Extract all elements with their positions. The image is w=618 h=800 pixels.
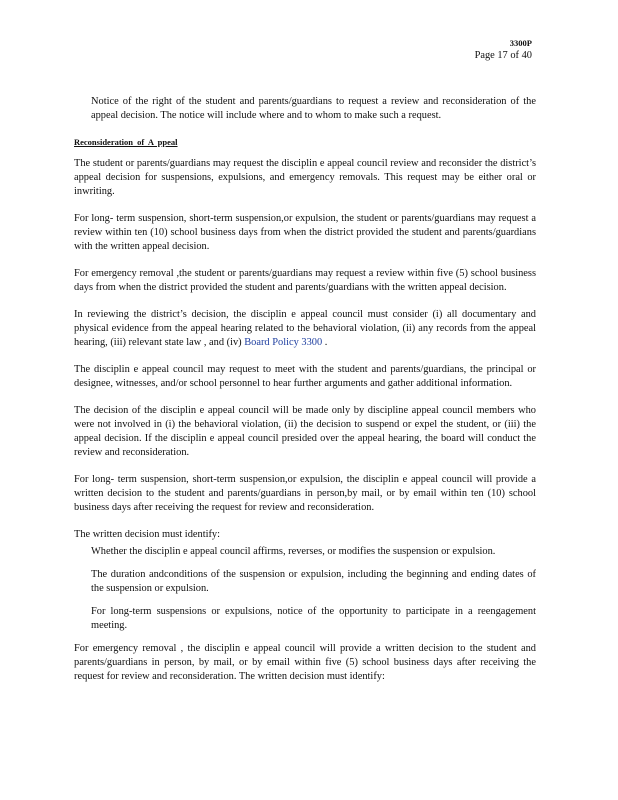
policy-code: 3300P [509,38,532,48]
list-item-text: The duration andconditions of the suspension or expulsion, including the beginning and ending dates of the suspension or expulsion. [91,569,536,594]
paragraph-text: . [322,337,328,348]
paragraph: The student or parents/guardians may request the disciplin e appeal council review and reconsider the district’s appeal decision for suspensions, expulsions, and emergency removals. This request may be either oral or inwriting. [74,158,536,197]
document-body [74,95,536,697]
list-item-text: For long-term suspensions or expulsions, notice of the opportunity to participate in a reengagement meeting. [91,606,536,631]
board-policy-link[interactable]: Board Policy 3300 [244,337,323,348]
paragraph: For long- term suspension, short-term suspension,or expulsion, the disciplin e appeal council will provide a written decision to the student and parents/guardians in person,by mail, or by email within ten (10) school business days after receiving the request for review and reconsideration. [74,474,536,513]
paragraph: The written decision must identify: [74,529,221,540]
page-number: Page 17 of 40 [474,50,532,61]
list-item [74,605,536,633]
paragraph: For emergency removal , the disciplin e appeal council will provide a written decision to the student and parents/guardians in person, by mail, or by email within five (5) school business days after receiving the request for review and reconsideration. The written decision must identify: [74,643,536,682]
paragraph: The disciplin e appeal council may request to meet with the student and parents/guardians, the principal or designee, witnesses, and/or school personnel to hear further arguments and gather additional information. [74,364,536,389]
list-item-text: Whether the disciplin e appeal council affirms, reverses, or modifies the suspension or expulsion. [91,546,496,557]
list-item [74,95,536,123]
paragraph-text: In reviewing the district’s decision, the disciplin e appeal council must consider (i) all documentary and physical evidence from the appeal hearing related to the behavioral violation, (ii) any records from the appeal hearing, (iii) relevant state law , and (iv) [74,309,536,348]
paragraph: For long- term suspension, short-term suspension,or expulsion, the student or parents/guardians may request a review within ten (10) school business days from when the district provided the student and parents/guardians with the written appeal decision. [74,213,536,252]
paragraph [74,308,536,350]
list-item [74,568,536,596]
list-item-text: Notice of the right of the student and parents/guardians to request a review and reconsideration of the appeal decision. The notice will include where and to whom to make such a request. [91,96,536,121]
paragraph: The decision of the disciplin e appeal council will be made only by discipline appeal council members who were not involved in (i) the behavioral violation, (ii) the decision to suspend or expel the student, or (iii) the appeal decision. If the disciplin e appeal council presided over the appeal hearing, the board will conduct the review and reconsideration. [74,405,536,458]
list-item [74,545,536,559]
section-heading: Reconsideration of A ppeal [74,137,178,147]
paragraph: For emergency removal ,the student or parents/guardians may request a review within five (5) school business days from when the district provided the student and parents/guardians with the written appeal decision. [74,268,536,293]
page-header [475,38,532,62]
